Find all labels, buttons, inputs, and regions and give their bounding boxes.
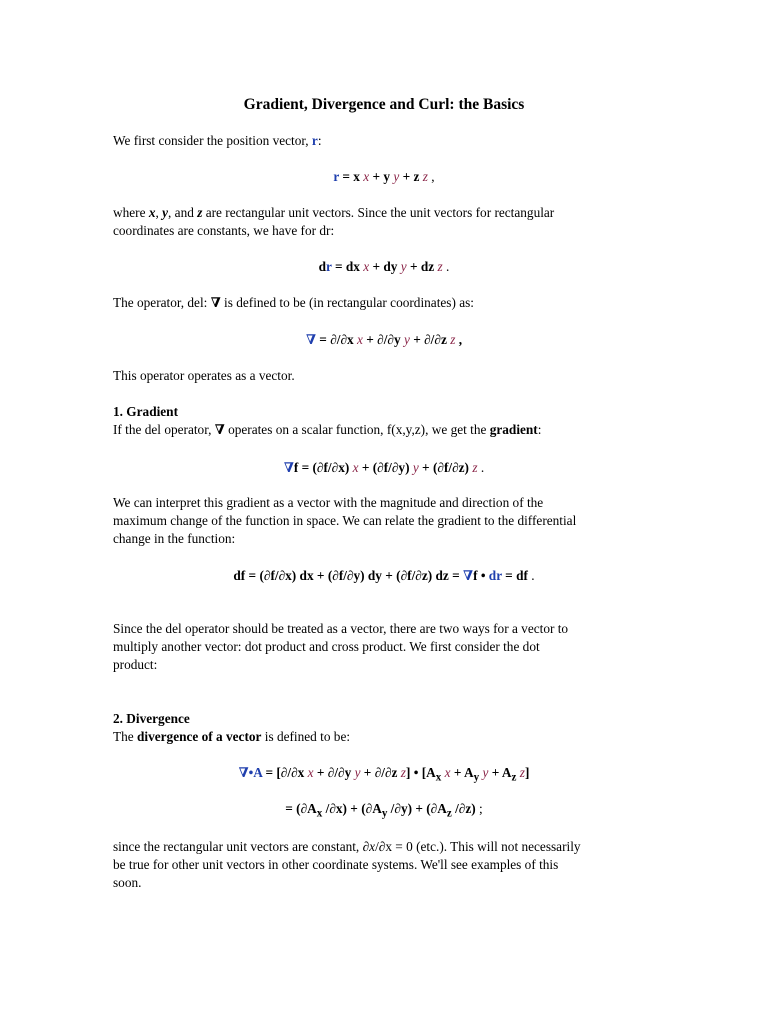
interp-line-2: maximum change of the function in space. We can relate the gradient to the differential [113,513,577,528]
since-unit-x: x [369,839,376,854]
unit-z: z [450,332,456,347]
unit-y: y [482,765,489,780]
unit-z: z [437,259,443,274]
dot-cross-paragraph [113,620,653,674]
unit-z: z [472,460,478,475]
eq-div-j: ] [524,765,530,780]
eq-dr-r: r [326,259,332,274]
eq-grad-a: f = (∂f/∂x) [293,460,353,475]
eq-dr-mid: = dx [331,259,364,274]
page-title: Gradient, Divergence and Curl: the Basics [243,96,525,113]
gradient-section [113,403,653,439]
gradient-text-b: operates on a scalar function, f(x,y,z), we get the [224,422,490,437]
subscript-z: z [511,771,517,784]
eq-div-lhs: ∇•A [238,765,263,780]
intro-end: : [317,133,322,148]
equation-del [0,331,768,349]
equation-differential [0,567,768,585]
divergence-term: divergence of a vector [137,729,262,744]
unit-vectors-paragraph [113,204,653,240]
eq-del-end: , [455,332,463,347]
section-heading-divergence: 2. Divergence [113,711,190,726]
unit-x: x [357,332,363,347]
eq-df-a: df = (∂f/∂x) dx + (∂f/∂y) dy + (∂f/∂z) dz = [233,568,464,583]
nabla-symbol: ∇ [463,568,474,583]
unit-x: x [363,259,370,274]
closing-paragraph [113,838,653,892]
ways-line-2: multiply another vector: dot product and cross product. We first consider the dot [113,639,540,654]
equation-position-vector [0,168,768,186]
subscript-z: z [446,807,452,820]
eq-r-p2: + z [399,169,423,184]
equation-divergence-result [0,800,768,823]
unit-z: z [400,765,406,780]
divergence-text-a: The [113,729,137,744]
eq-grad-b: + (∂f/∂y) [358,460,413,475]
nabla-symbol: ∇ [210,295,221,310]
unit-y-inline: y [162,205,169,220]
equation-gradient [0,459,768,477]
eq-dr-p2: + dz [406,259,438,274]
eq-div-b: + ∂/∂y [313,765,355,780]
eq-r-lhs: r [333,169,340,184]
subscript-x: x [435,771,442,784]
eq-df-end: . [527,568,535,583]
unit-y: y [393,169,400,184]
eq-div2-b: /∂x) + (∂A [322,801,382,816]
gradient-text-c: : [537,422,542,437]
eq-grad-c: + (∂f/∂z) [418,460,473,475]
ways-line-1: Since the del operator should be treated as a vector, there are two ways for a vector to [113,621,569,636]
unit-y: y [400,259,407,274]
equation-divergence-definition [0,764,768,787]
eq-div2-a: = (∂A [285,801,317,816]
eq-div-f: + A [450,765,474,780]
intro-text: We first consider the position vector, [113,133,312,148]
gradient-text-a: If the del operator, [113,422,215,437]
eq-r-p1: + y [369,169,394,184]
eq-div2-end: ; [475,801,483,816]
unit-z-inline: z [197,205,203,220]
eq-df-dr: dr [488,568,502,583]
eq-div-a: = [∂/∂x [262,765,308,780]
unit-z: z [422,169,428,184]
operator-paragraph: This operator operates as a vector. [113,368,295,383]
eq-r-mid: = x [339,169,360,184]
unit-x: x [307,765,314,780]
eq-df-c: = df [501,568,528,583]
eq-dr-p1: + dy [369,259,401,274]
eq-div2-c: /∂y) + (∂A [387,801,447,816]
del-text-a: The operator, del: [113,295,211,310]
unit-text-c2: , and [168,205,198,220]
del-paragraph [113,294,653,312]
subscript-y: y [381,807,388,820]
section-heading-gradient: 1. Gradient [113,404,179,419]
unit-x: x [352,460,359,475]
unit-text-line2: coordinates are constants, we have for dr: [113,223,335,238]
eq-df-b: f • [473,568,489,583]
eq-div-h: + A [488,765,512,780]
unit-y: y [354,765,361,780]
unit-x: x [363,169,370,184]
eq-dr-d: d [318,259,327,274]
ways-line-3: product: [113,657,158,672]
divergence-text-b: is defined to be: [261,729,351,744]
nabla-symbol: ∇ [214,422,225,437]
eq-grad-end: . [477,460,485,475]
since-line-3: soon. [113,875,142,890]
interp-line-1: We can interpret this gradient as a vector with the magnitude and direction of the [113,495,544,510]
unit-x: x [444,765,451,780]
unit-y: y [412,460,419,475]
unit-text-b: are rectangular unit vectors. Since the unit vectors for rectangular [202,205,555,220]
intro-paragraph [113,132,653,150]
since-text-a: since the rectangular unit vectors are constant, ∂ [113,839,370,854]
nabla-symbol: ∇ [283,460,294,475]
divergence-section [113,710,653,746]
eq-del-c: + ∂/∂z [409,332,451,347]
since-line-2: be true for other unit vectors in other coordinate systems. We'll see examples of this [113,857,559,872]
unit-y: y [403,332,410,347]
equation-dr [0,258,768,276]
eq-div-d: ] • [A [405,765,436,780]
unit-text-c1: , [155,205,163,220]
interpretation-paragraph [113,494,653,548]
eq-dr-end: . [442,259,450,274]
eq-del-b: + ∂/∂y [362,332,404,347]
nabla-symbol: ∇ [305,332,316,347]
eq-div2-d: /∂z) [451,801,476,816]
subscript-x: x [316,807,323,820]
eq-r-end: , [427,169,435,184]
eq-del-a: = ∂/∂x [315,332,358,347]
subscript-y: y [473,771,480,784]
del-text-b: is defined to be (in rectangular coordinates) as: [220,295,474,310]
unit-text-a: where [113,205,149,220]
eq-div-c: + ∂/∂z [360,765,401,780]
unit-z: z [519,765,525,780]
since-text-b: /∂x = 0 (etc.). This will not necessarily [375,839,581,854]
gradient-term: gradient [489,422,538,437]
interp-line-3: change in the function: [113,531,236,546]
unit-x-inline: x [148,205,156,220]
vector-r: r [311,133,318,148]
